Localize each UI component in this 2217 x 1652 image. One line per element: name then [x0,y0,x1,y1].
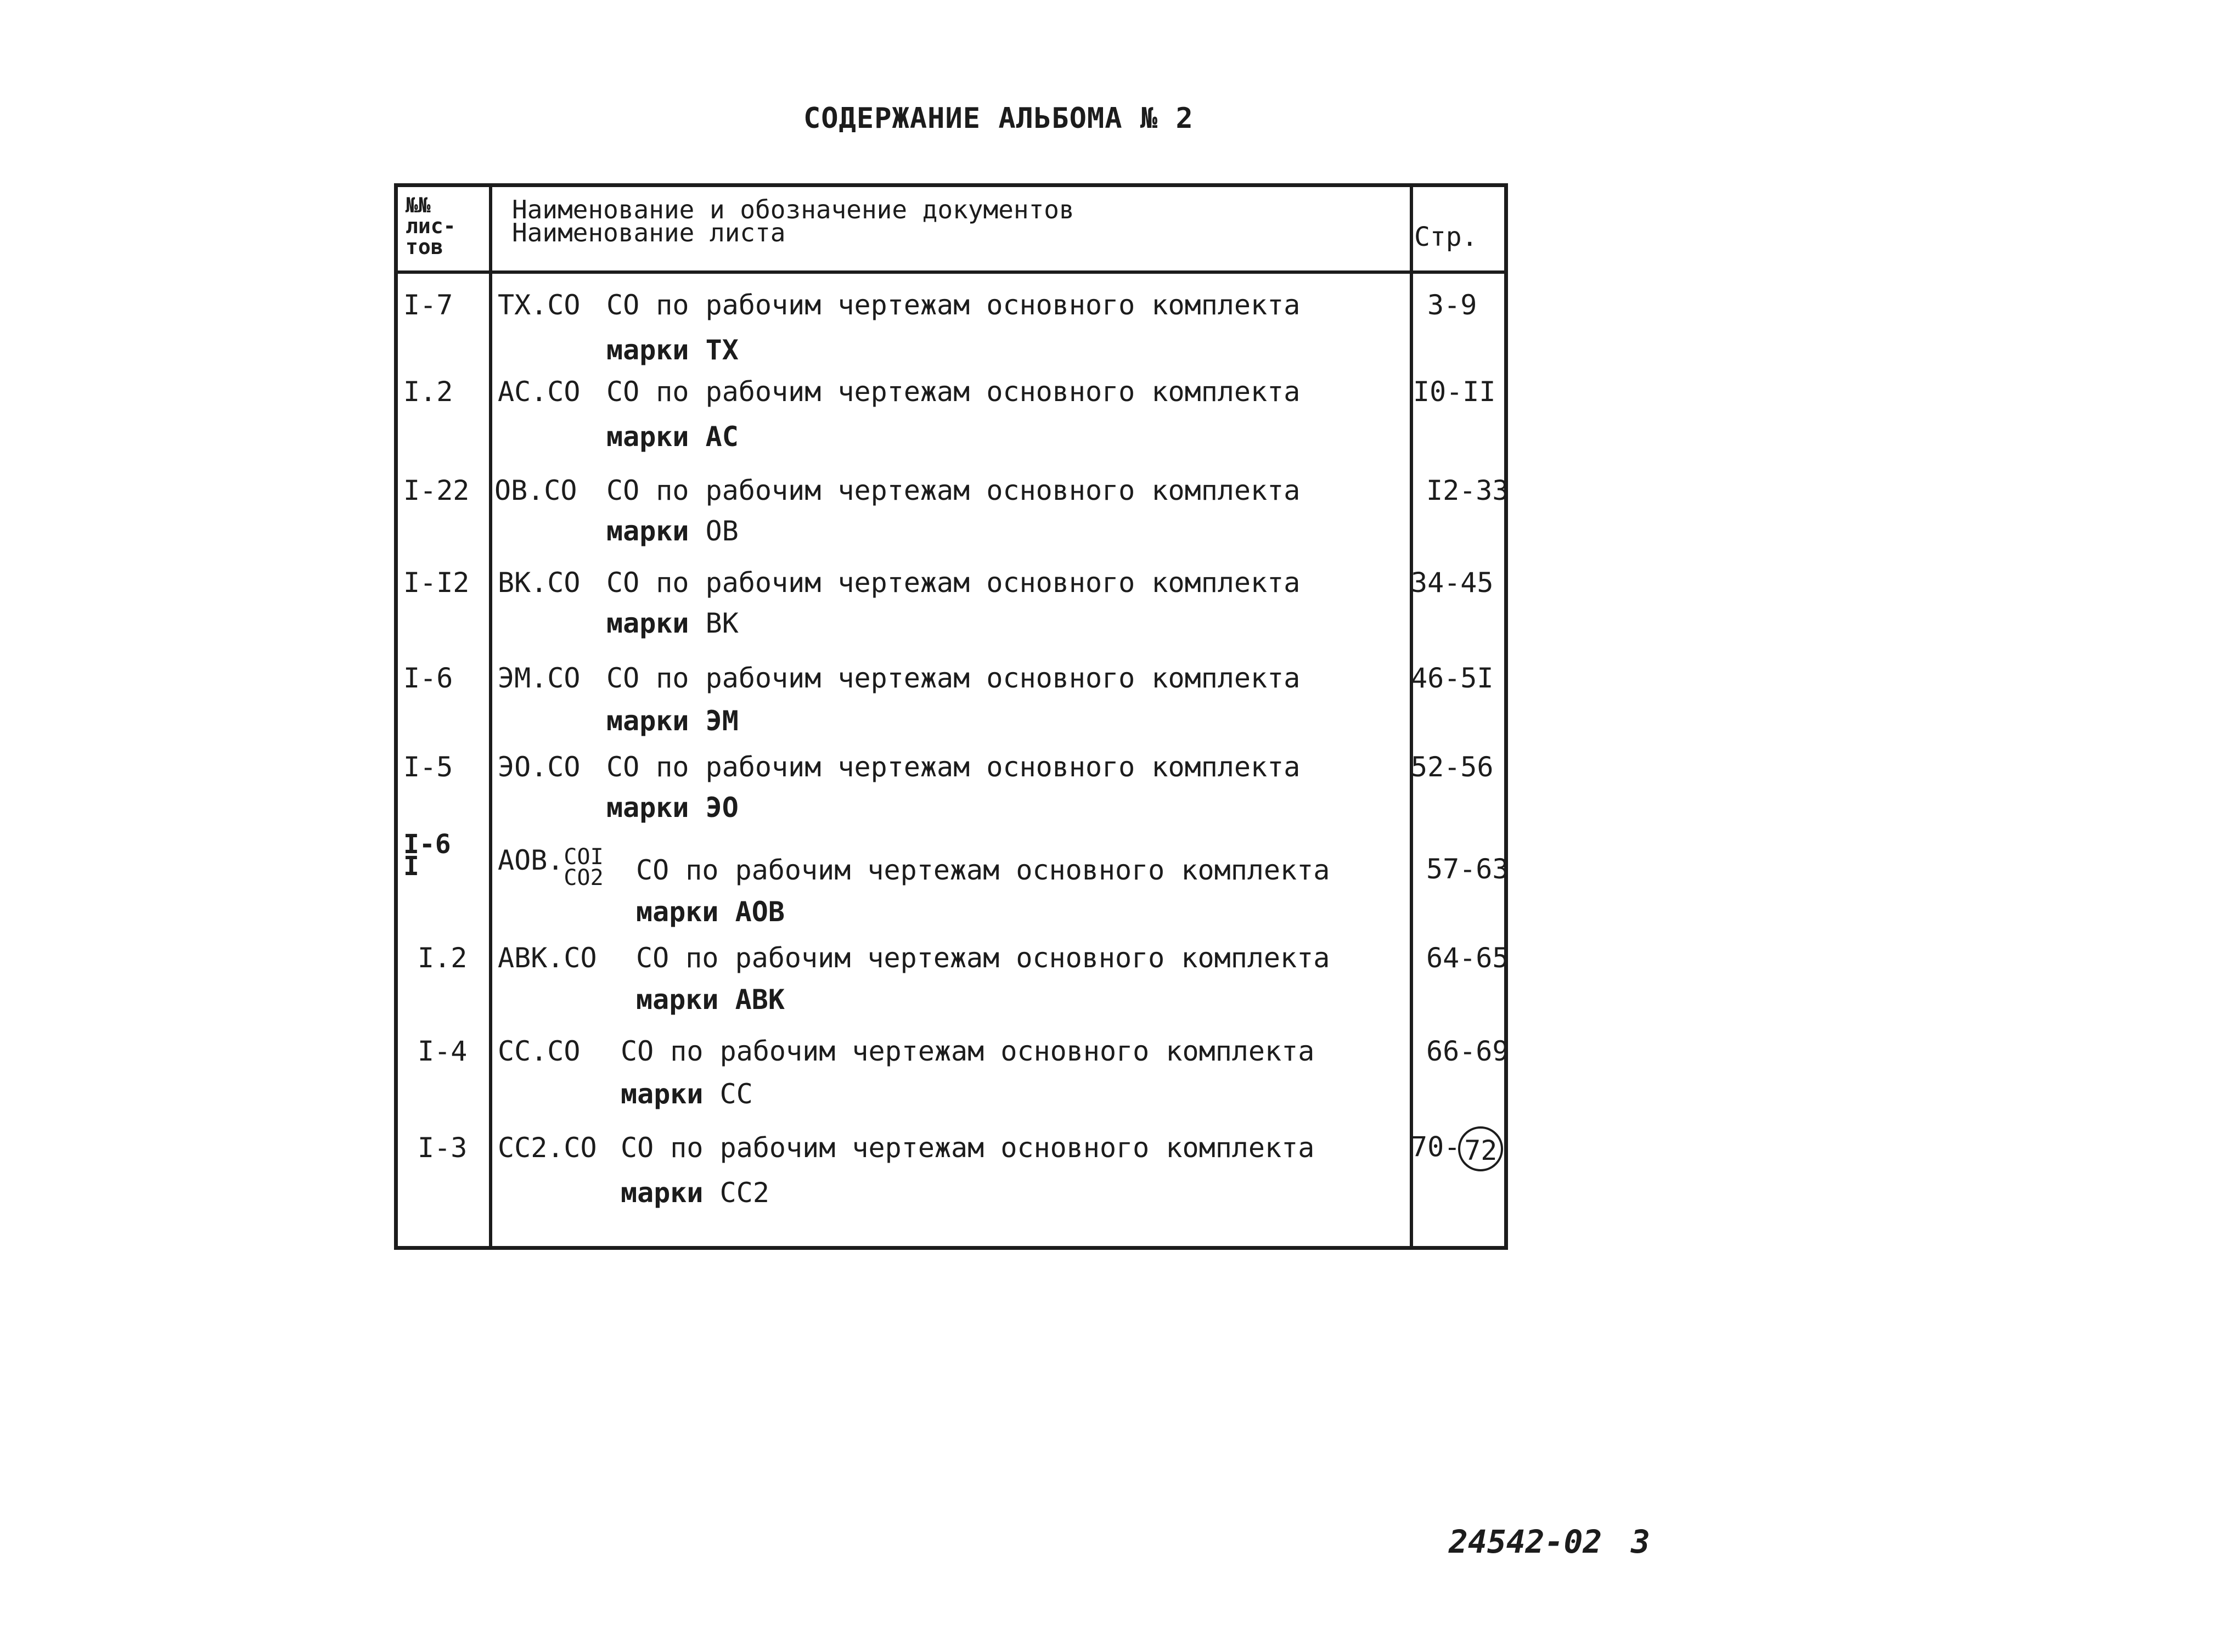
row-description: СО по рабочим чертежам основного комплекта [606,289,1301,321]
row-sheets: I-4 [418,1035,468,1067]
row-description: СО по рабочим чертежам основного комплекта [606,662,1301,694]
table-row [398,751,1504,844]
row-description: СО по рабочим чертежам основного комплекта [636,942,1330,974]
table-row [398,829,1509,928]
header-page: Стр. [1414,222,1478,252]
row-pages: I2-33 [1426,475,1509,506]
table-row [398,376,1504,469]
row-mark [621,1177,769,1209]
mark-code: ЭО [705,792,739,824]
row-mark [606,334,739,366]
table-row [398,567,1504,660]
row-description: СО по рабочим чертежам основного комплекта [636,854,1330,886]
row-sheets: I-5 [403,751,453,783]
mark-code: ТХ [705,334,739,366]
mark-prefix: марки [606,607,689,639]
row-description: СО по рабочим чертежам основного комплекта [606,376,1301,408]
row-pages: I0-II [1413,376,1496,408]
row-code: АС.СО [498,376,581,408]
mark-code: СС [719,1078,753,1110]
row-description: СО по рабочим чертежам основного комплекта [606,751,1301,783]
mark-code: АС [705,421,739,453]
row-code: ТХ.СО [498,289,581,321]
row-code: ЭО.СО [498,751,581,783]
row-pages: 46-5I [1411,662,1494,694]
row-pages: 3-9 [1427,289,1477,321]
row-mark [606,705,739,737]
row-description: СО по рабочим чертежам основного комплекта [621,1132,1315,1164]
row-sheets: I-3 [418,1132,468,1164]
mark-prefix: марки [621,1177,704,1209]
row-pages: 64-65 [1426,942,1509,974]
row-pages: 52-56 [1411,751,1494,783]
row-description: СО по рабочим чертежам основного комплекта [621,1035,1315,1067]
row-description: СО по рабочим чертежам основного комплекта [606,475,1301,506]
row-mark [606,607,739,639]
row-code: ЭМ.СО [498,662,581,694]
header-divider [398,270,1504,274]
row-sheets: I.2 [403,376,453,408]
row-sheets: I-22 [403,475,470,506]
page-number: 3 [1631,1523,1650,1560]
mark-code: ОВ [705,515,739,547]
mark-prefix: марки [606,792,689,824]
row-code: СС2.СО [498,1132,597,1164]
row-code [498,844,604,888]
mark-prefix: марки [636,896,719,928]
code-stack [564,844,604,890]
code-subscript: СО2 [564,865,604,890]
mark-prefix: марки [621,1078,704,1110]
mark-prefix: марки [636,984,719,1016]
mark-prefix: марки [606,421,689,453]
row-sheets: I-I2 [403,567,470,599]
mark-code: АОВ [735,896,785,928]
code-prefix: АОВ. [498,844,564,876]
row-mark [621,1078,753,1110]
table-row [398,662,1504,755]
table-row [398,289,1504,382]
table-row [398,475,1509,568]
mark-prefix: марки [606,334,689,366]
row-code: ВК.СО [498,567,581,599]
mark-code: ЭМ [705,705,739,737]
circled-page-number: 72 [1458,1126,1503,1171]
row-sheets: I-7 [403,289,453,321]
row-code: АВК.СО [498,942,597,974]
table-row [398,1132,1504,1225]
contents-table [394,183,1508,1250]
row-sheets: I-6 I [403,829,451,882]
row-sheets: I.2 [418,942,468,974]
row-code: ОВ.СО [494,475,577,506]
code-superscript: СОI [564,844,604,870]
mark-prefix: марки [606,705,689,737]
table-row [398,1035,1509,1129]
mark-code: АВК [735,984,785,1016]
row-code: СС.СО [498,1035,581,1067]
row-mark [606,792,739,824]
row-pages: 34-45 [1411,567,1494,599]
row-mark [606,515,739,547]
mark-prefix: марки [606,515,689,547]
row-pages: 66-69 [1426,1035,1509,1067]
row-description: СО по рабочим чертежам основного комплекта [606,567,1301,599]
mark-code: СС2 [719,1177,769,1209]
header-document-name: Наименование и обозначение документов Наименование листа [512,195,1074,247]
pages-prefix: 70- [1411,1131,1461,1163]
document-title: СОДЕРЖАНИЕ АЛЬБОМА № 2 [803,102,1194,135]
table-row [398,942,1509,1035]
mark-code: ВК [705,607,739,639]
row-mark [636,984,785,1016]
row-pages: 57-63 [1426,853,1509,885]
row-sheets: I-6 [403,662,453,694]
document-code: 24542-02 [1449,1523,1602,1560]
row-pages [1411,1126,1503,1171]
header-sheets-no: №№ лис- тов [406,193,456,259]
row-mark [606,421,739,453]
row-mark [636,896,785,928]
